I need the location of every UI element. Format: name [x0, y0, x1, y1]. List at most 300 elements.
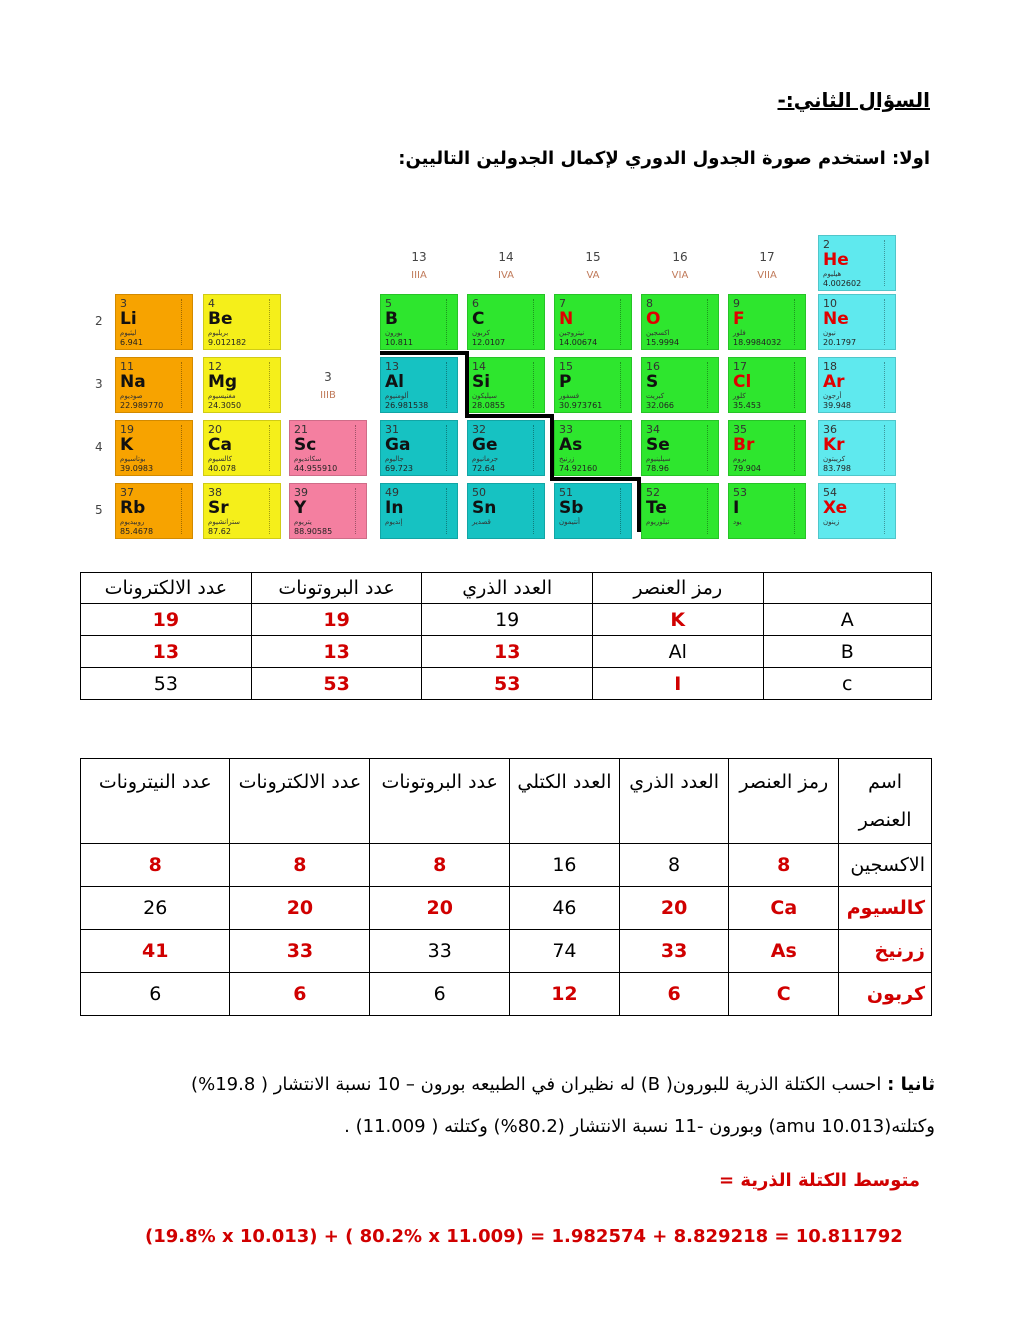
element-mass: 10.811	[385, 338, 413, 347]
element-symbol: Be	[208, 309, 233, 329]
element-cell	[203, 294, 281, 350]
element-number: 3	[120, 297, 127, 310]
group-number: 13	[411, 250, 427, 264]
element-symbol: In	[385, 498, 404, 518]
calculation: (19.8% x 10.013) + ( 80.2% x 11.009) = 1.982574 + 8.829218 = 10.811792	[145, 1226, 903, 1247]
group-number: 16	[672, 250, 688, 264]
element-mass: 24.3050	[208, 401, 242, 410]
element-number: 49	[385, 486, 399, 499]
element-mass: 18.9984032	[733, 338, 782, 347]
group-roman: IVA	[498, 270, 514, 281]
average-label: متوسط الكتلة الذرية =	[718, 1170, 920, 1191]
cell-mass: 46	[510, 887, 620, 930]
element-mass: 12.0107	[472, 338, 506, 347]
element-symbol: Xe	[823, 498, 848, 518]
shell-config	[794, 362, 803, 408]
cell-protons: 53	[251, 668, 422, 700]
element-mass: 85.4678	[120, 527, 154, 536]
element-cell	[728, 294, 806, 350]
element-symbol: Si	[472, 372, 491, 392]
element-mass: 88.90585	[294, 527, 333, 536]
shell-config	[181, 299, 190, 345]
element-mass: 9.012182	[208, 338, 247, 347]
element-mass: 78.96	[646, 464, 669, 473]
element-symbol: Al	[385, 372, 404, 392]
cell-symbol: As	[729, 930, 839, 973]
period-number: 3	[95, 377, 103, 391]
element-number: 50	[472, 486, 486, 499]
element-mass: 74.92160	[559, 464, 598, 473]
element-mass: 4.002602	[823, 279, 862, 288]
metalloid-divider-line	[637, 477, 641, 532]
cell-name: كالسيوم	[839, 887, 932, 930]
shell-config	[884, 240, 893, 286]
cell-atomic: 33	[619, 930, 729, 973]
column-header: عدد الالكترونات	[81, 573, 252, 604]
element-number: 36	[823, 423, 837, 436]
group-roman: VIIA	[757, 270, 777, 281]
element-arabic-name: ليثيوم	[120, 329, 137, 337]
shell-config	[446, 425, 455, 471]
cell-symbol: I	[592, 668, 763, 700]
element-number: 35	[733, 423, 747, 436]
cell-electrons: 19	[81, 604, 252, 636]
element-arabic-name: قصدير	[472, 518, 491, 526]
element-arabic-name: بريليوم	[208, 329, 229, 337]
cell-neutrons: 8	[81, 844, 230, 887]
element-cell	[641, 420, 719, 476]
column-header: العدد الذري	[619, 759, 729, 844]
shell-config	[707, 488, 716, 534]
element-arabic-name: تيلوريوم	[646, 518, 670, 526]
element-cell	[203, 420, 281, 476]
metalloid-divider-line	[465, 351, 469, 414]
element-cell	[467, 357, 545, 413]
element-cell	[203, 357, 281, 413]
element-number: 8	[646, 297, 653, 310]
element-symbol: Ar	[823, 372, 845, 392]
column-header: عدد البروتونات	[251, 573, 422, 604]
element-mass: 14.00674	[559, 338, 598, 347]
element-number: 34	[646, 423, 660, 436]
element-number: 2	[823, 238, 830, 251]
element-number: 11	[120, 360, 134, 373]
element-symbol: Sr	[208, 498, 229, 518]
element-arabic-name: فلور	[733, 329, 746, 337]
group-header	[554, 250, 632, 281]
column-header	[763, 573, 931, 604]
element-arabic-name: فسفور	[559, 392, 580, 400]
cell-name: الاكسجين	[839, 844, 932, 887]
element-cell	[641, 483, 719, 539]
cell-protons: 13	[251, 636, 422, 668]
element-mass: 6.941	[120, 338, 143, 347]
column-header: اسم العنصر	[839, 759, 932, 844]
element-arabic-name: بروم	[733, 455, 747, 463]
cell-electrons: 53	[81, 668, 252, 700]
element-arabic-name: أنتيمون	[559, 518, 580, 526]
element-cell	[818, 420, 896, 476]
shell-config	[707, 299, 716, 345]
shell-config	[620, 299, 629, 345]
element-number: 16	[646, 360, 660, 373]
cell-electrons: 33	[230, 930, 370, 973]
cell-mass: 74	[510, 930, 620, 973]
element-cell	[380, 483, 458, 539]
element-number: 14	[472, 360, 486, 373]
column-header: العدد الذري	[422, 573, 593, 604]
cell-protons: 19	[251, 604, 422, 636]
element-arabic-name: سيليكون	[472, 392, 498, 400]
element-symbol: As	[559, 435, 583, 455]
element-cell	[728, 483, 806, 539]
shell-config	[269, 299, 278, 345]
cell-protons: 20	[370, 887, 510, 930]
shell-config	[884, 425, 893, 471]
row-label: B	[763, 636, 931, 668]
element-mass: 39.948	[823, 401, 851, 410]
group-header	[380, 250, 458, 281]
element-arabic-name: اكسجين	[646, 329, 670, 337]
metalloid-divider-line	[465, 414, 554, 418]
cell-protons: 6	[370, 973, 510, 1016]
metalloid-divider-line	[550, 414, 554, 477]
element-symbol: S	[646, 372, 659, 392]
element-number: 10	[823, 297, 837, 310]
column-header: رمز العنصر	[592, 573, 763, 604]
element-arabic-name: سيلينيوم	[646, 455, 671, 463]
element-arabic-name: يود	[733, 518, 742, 526]
element-mass: 83.798	[823, 464, 851, 473]
group-header	[289, 370, 367, 401]
element-number: 4	[208, 297, 215, 310]
element-cell	[818, 483, 896, 539]
cell-atomic: 13	[422, 636, 593, 668]
cell-electrons: 20	[230, 887, 370, 930]
element-symbol: C	[472, 309, 485, 329]
table-row	[81, 668, 932, 700]
element-symbol: Sn	[472, 498, 497, 518]
cell-symbol: K	[592, 604, 763, 636]
shell-config	[533, 362, 542, 408]
cell-symbol: Ca	[729, 887, 839, 930]
element-symbol: N	[559, 309, 574, 329]
shell-config	[355, 425, 364, 471]
element-cell	[467, 294, 545, 350]
element-cell	[554, 483, 632, 539]
element-arabic-name: جرمانيوم	[472, 455, 499, 463]
cell-electrons: 6	[230, 973, 370, 1016]
element-arabic-name: ألومنيوم	[385, 392, 409, 400]
periodic-table-image	[85, 230, 905, 536]
element-symbol: I	[733, 498, 740, 518]
element-number: 7	[559, 297, 566, 310]
shell-config	[446, 488, 455, 534]
element-number: 31	[385, 423, 399, 436]
shell-config	[794, 299, 803, 345]
element-arabic-name: صوديوم	[120, 392, 143, 400]
element-mass: 30.973761	[559, 401, 603, 410]
element-cell	[380, 294, 458, 350]
element-mass: 26.981538	[385, 401, 429, 410]
element-arabic-name: نيتروجين	[559, 329, 585, 337]
element-symbol: Cl	[733, 372, 752, 392]
group-header	[641, 250, 719, 281]
period-number: 5	[95, 503, 103, 517]
element-number: 18	[823, 360, 837, 373]
table-row	[81, 604, 932, 636]
element-mass: 79.904	[733, 464, 761, 473]
element-symbol: Ge	[472, 435, 498, 455]
shell-config	[794, 425, 803, 471]
element-mass: 40.078	[208, 464, 236, 473]
column-header: رمز العنصر	[729, 759, 839, 844]
shell-config	[269, 362, 278, 408]
element-number: 53	[733, 486, 747, 499]
element-mass: 44.955910	[294, 464, 338, 473]
atoms-table-1	[80, 572, 932, 700]
element-symbol: F	[733, 309, 745, 329]
cell-mass: 12	[510, 973, 620, 1016]
element-cell	[203, 483, 281, 539]
question-heading: السؤال الثاني:-	[777, 88, 930, 112]
element-arabic-name: سكانديوم	[294, 455, 322, 463]
element-arabic-name: كلور	[733, 392, 746, 400]
column-header: العدد الكتلي	[510, 759, 620, 844]
shell-config	[884, 488, 893, 534]
part2-label: ثانيا :	[887, 1074, 935, 1095]
element-arabic-name: أرجون	[823, 392, 842, 400]
element-cell	[641, 357, 719, 413]
column-header: عدد البروتونات	[370, 759, 510, 844]
element-cell	[818, 294, 896, 350]
element-cell	[467, 483, 545, 539]
shell-config	[707, 425, 716, 471]
shell-config	[269, 488, 278, 534]
group-number: 3	[324, 370, 332, 384]
shell-config	[620, 362, 629, 408]
element-symbol: Y	[294, 498, 307, 518]
element-cell	[289, 483, 367, 539]
part2-text-1: احسب الكتلة الذرية للبورون( B) له نظيران في الطبيعه بورون – 10 نسبة الانتشار ( 19.8%)	[191, 1074, 882, 1095]
element-mass: 20.1797	[823, 338, 857, 347]
element-mass: 87.62	[208, 527, 231, 536]
element-mass: 69.723	[385, 464, 413, 473]
element-cell	[641, 294, 719, 350]
element-number: 19	[120, 423, 134, 436]
element-cell	[554, 357, 632, 413]
table-row	[81, 636, 932, 668]
element-cell	[115, 357, 193, 413]
element-arabic-name: كالسيوم	[208, 455, 232, 463]
element-arabic-name: كريبتون	[823, 455, 846, 463]
element-cell	[554, 294, 632, 350]
element-symbol: Mg	[208, 372, 238, 392]
shell-config	[884, 299, 893, 345]
shell-config	[446, 299, 455, 345]
element-cell	[115, 294, 193, 350]
element-arabic-name: بوتاسيوم	[120, 455, 146, 463]
shell-config	[533, 488, 542, 534]
column-header: عدد النيترونات	[81, 759, 230, 844]
element-symbol: Rb	[120, 498, 146, 518]
element-arabic-name: زينون	[823, 518, 840, 526]
cell-neutrons: 6	[81, 973, 230, 1016]
element-arabic-name: بورون	[385, 329, 403, 337]
group-header	[467, 250, 545, 281]
part2-line2: وكتلته(10.013 amu) وبورون -11 نسبة الانتشار (80.2%) وكتلته ( 11.009) .	[344, 1116, 935, 1137]
shell-config	[794, 488, 803, 534]
element-number: 52	[646, 486, 660, 499]
table-header-row	[81, 573, 932, 604]
shell-config	[181, 362, 190, 408]
element-arabic-name: كبريت	[646, 392, 665, 400]
group-number: 17	[759, 250, 775, 264]
group-roman: IIIA	[411, 270, 427, 281]
group-roman: VA	[586, 270, 600, 281]
shell-config	[620, 488, 629, 534]
element-cell	[818, 235, 896, 291]
period-number: 4	[95, 440, 103, 454]
element-cell	[380, 357, 458, 413]
cell-electrons: 13	[81, 636, 252, 668]
element-symbol: Te	[646, 498, 667, 518]
cell-symbol: 8	[729, 844, 839, 887]
row-label: c	[763, 668, 931, 700]
element-number: 9	[733, 297, 740, 310]
group-header	[728, 250, 806, 281]
element-number: 5	[385, 297, 392, 310]
element-number: 6	[472, 297, 479, 310]
shell-config	[620, 425, 629, 471]
element-symbol: B	[385, 309, 398, 329]
group-roman: VIA	[671, 270, 689, 281]
element-mass: 28.0855	[472, 401, 506, 410]
element-number: 13	[385, 360, 399, 373]
metalloid-divider-line	[380, 351, 467, 355]
element-number: 20	[208, 423, 222, 436]
element-symbol: K	[120, 435, 134, 455]
cell-atomic: 20	[619, 887, 729, 930]
cell-electrons: 8	[230, 844, 370, 887]
element-number: 51	[559, 486, 573, 499]
row-label: A	[763, 604, 931, 636]
atoms-table-2	[80, 758, 932, 1016]
cell-neutrons: 26	[81, 887, 230, 930]
cell-name: كربون	[839, 973, 932, 1016]
cell-name: زرنيخ	[839, 930, 932, 973]
shell-config	[181, 425, 190, 471]
table-row	[81, 930, 932, 973]
column-header: عدد الالكترونات	[230, 759, 370, 844]
element-cell	[818, 357, 896, 413]
element-cell	[554, 420, 632, 476]
element-arabic-name: إنديوم	[385, 518, 403, 526]
element-symbol: Sb	[559, 498, 584, 518]
cell-atomic: 53	[422, 668, 593, 700]
element-number: 54	[823, 486, 837, 499]
element-symbol: Sc	[294, 435, 317, 455]
element-arabic-name: زرنيخ	[559, 455, 575, 463]
cell-protons: 8	[370, 844, 510, 887]
element-symbol: He	[823, 250, 849, 270]
element-number: 21	[294, 423, 308, 436]
element-cell	[289, 420, 367, 476]
element-cell	[115, 483, 193, 539]
element-arabic-name: سترانشيوم	[208, 518, 241, 526]
metalloid-divider-line	[550, 477, 641, 481]
shell-config	[269, 425, 278, 471]
element-mass: 15.9994	[646, 338, 680, 347]
element-arabic-name: يتريوم	[294, 518, 312, 526]
cell-protons: 33	[370, 930, 510, 973]
element-arabic-name: مغنيسيوم	[208, 392, 236, 400]
cell-mass: 16	[510, 844, 620, 887]
cell-symbol: C	[729, 973, 839, 1016]
element-number: 12	[208, 360, 222, 373]
cell-neutrons: 41	[81, 930, 230, 973]
shell-config	[707, 362, 716, 408]
element-cell	[467, 420, 545, 476]
element-arabic-name: روبيديوم	[120, 518, 145, 526]
table-row	[81, 973, 932, 1016]
element-number: 38	[208, 486, 222, 499]
shell-config	[533, 425, 542, 471]
shell-config	[533, 299, 542, 345]
part2-line1	[191, 1074, 935, 1095]
shell-config	[446, 362, 455, 408]
element-cell	[728, 420, 806, 476]
element-number: 37	[120, 486, 134, 499]
element-arabic-name: نيون	[823, 329, 836, 337]
element-symbol: Kr	[823, 435, 845, 455]
instruction-text: اولا: استخدم صورة الجدول الدوري لإكمال الجدولين التاليين:	[398, 148, 930, 169]
element-number: 32	[472, 423, 486, 436]
element-cell	[380, 420, 458, 476]
element-mass: 22.989770	[120, 401, 164, 410]
element-symbol: Se	[646, 435, 670, 455]
element-symbol: P	[559, 372, 572, 392]
table-header-row	[81, 759, 932, 844]
element-symbol: Ne	[823, 309, 849, 329]
shell-config	[884, 362, 893, 408]
element-symbol: Li	[120, 309, 137, 329]
cell-atomic: 19	[422, 604, 593, 636]
element-mass: 32.066	[646, 401, 674, 410]
element-mass: 72.64	[472, 464, 495, 473]
element-cell	[728, 357, 806, 413]
element-arabic-name: هيليوم	[823, 270, 842, 278]
element-symbol: Ga	[385, 435, 411, 455]
element-mass: 35.453	[733, 401, 761, 410]
group-roman: IIIB	[320, 390, 336, 401]
cell-symbol: Al	[592, 636, 763, 668]
element-arabic-name: كربون	[472, 329, 490, 337]
group-number: 14	[498, 250, 514, 264]
period-number: 2	[95, 314, 103, 328]
element-symbol: Na	[120, 372, 146, 392]
element-arabic-name: جاليوم	[385, 455, 404, 463]
table-row	[81, 887, 932, 930]
shell-config	[355, 488, 364, 534]
shell-config	[181, 488, 190, 534]
element-number: 33	[559, 423, 573, 436]
cell-atomic: 6	[619, 973, 729, 1016]
table-row	[81, 844, 932, 887]
element-number: 39	[294, 486, 308, 499]
element-symbol: Br	[733, 435, 755, 455]
element-symbol: Ca	[208, 435, 232, 455]
